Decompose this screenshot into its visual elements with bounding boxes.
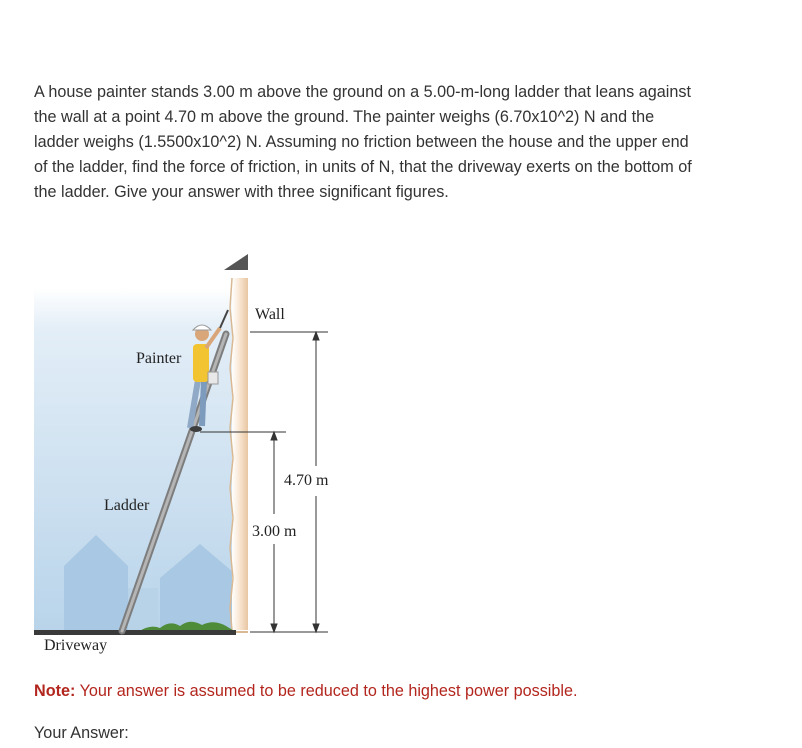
your-answer-label: Your Answer: — [34, 724, 129, 742]
ladder-diagram — [30, 248, 350, 663]
ladder-label: Ladder — [104, 497, 150, 514]
height-painter-label: 3.00 m — [252, 523, 297, 540]
painter-label: Painter — [136, 350, 182, 367]
wall — [232, 278, 248, 630]
note-text: Your answer is assumed to be reduced to the highest power possible. — [75, 682, 578, 700]
driveway-label: Driveway — [44, 637, 108, 654]
ladder-figure — [30, 248, 350, 663]
note-prefix: Note: — [34, 682, 76, 700]
height-wall-label: 4.70 m — [284, 472, 329, 489]
wall-label: Wall — [255, 306, 285, 323]
note — [34, 682, 578, 701]
question-text: A house painter stands 3.00 m above the ground on a 5.00-m-long ladder that leans against the wall at a point 4.70 m above the ground. The painter weighs (6.70x10^2) N and the ladder weighs (1.5500x10^2) N. Assuming no friction between the house and the upper end of the ladder, find the force of friction, in units of N, that the driveway exerts on the bottom of the ladder. Give your answer with three significant figures. — [34, 83, 692, 201]
roof-edge — [224, 254, 248, 270]
driveway-ground — [34, 630, 236, 635]
